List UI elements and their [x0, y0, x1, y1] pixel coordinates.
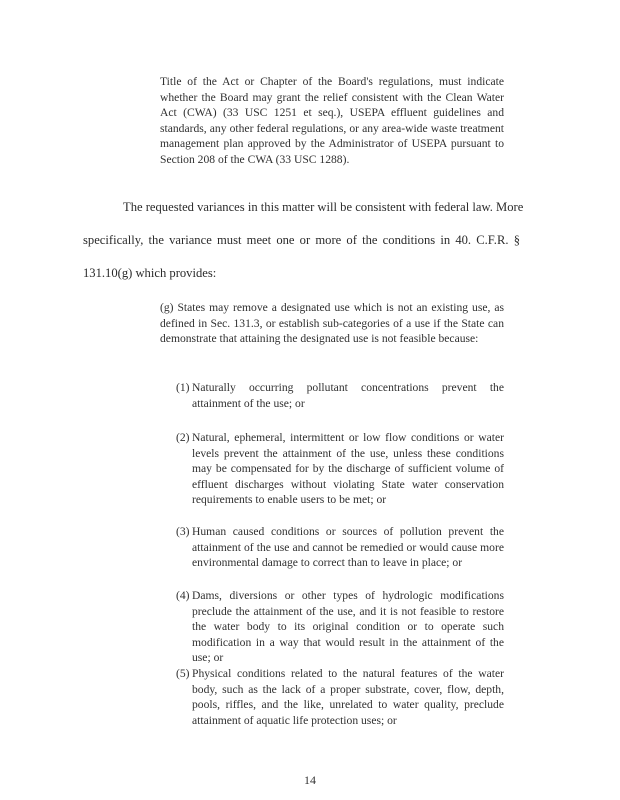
- condition-number: (3): [176, 525, 190, 538]
- condition-text: Human caused conditions or sources of pollution prevent the attainment of the use and cannot be remedied or would cause more environmental damage to correct than to leave in place; or: [192, 525, 504, 570]
- condition-item: [176, 524, 504, 571]
- regulation-quote-intro: (g) States may remove a designated use which is not an existing use, as defined in Sec. 131.3, or establish sub-categories of a use if the State can demonstrate that attaining the designated use is not feasible because:: [160, 301, 504, 346]
- body-paragraph-line-1: The requested variances in this matter will be consistent with federal law. More: [123, 200, 524, 214]
- condition-number: (1): [176, 381, 190, 394]
- condition-item: [176, 380, 504, 411]
- condition-number: (5): [176, 667, 190, 680]
- condition-number: (4): [176, 589, 190, 602]
- condition-item: [176, 588, 504, 666]
- condition-number: (2): [176, 431, 190, 444]
- page-number: 14: [304, 773, 316, 787]
- block-quote-intro: Title of the Act or Chapter of the Board's regulations, must indicate whether the Board may grant the relief consistent with the Clean Water Act (CWA) (33 USC 1251 et seq.), USEPA effluent guidelines and standards, any other federal regulations, or any area-wide waste treatment management plan approved by the Administrator of USEPA pursuant to Section 208 of the CWA (33 USC 1288).: [160, 75, 504, 166]
- body-paragraph-line-3: 131.10(g) which provides:: [83, 266, 217, 280]
- condition-text: Physical conditions related to the natural features of the water body, such as the lack of a proper substrate, cover, flow, depth, pools, riffles, and the like, unrelated to water quality, preclude attainment of aquatic life protection uses; or: [192, 667, 504, 727]
- condition-text: Dams, diversions or other types of hydrologic modifications preclude the attainment of the use, and it is not feasible to restore the water body to its original condition or to operate such modification in a way that would result in the attainment of the use; or: [192, 589, 504, 665]
- condition-item: [176, 430, 504, 508]
- body-paragraph-line-2: specifically, the variance must meet one or more of the conditions in 40. C.F.R. §: [83, 233, 520, 247]
- condition-text: Natural, ephemeral, intermittent or low flow conditions or water levels prevent the attainment of the use, unless these conditions may be compensated for by the discharge of sufficient volume of effluent discharges without violating State water conservation requirements to enable users to be met; or: [192, 431, 504, 507]
- condition-text: Naturally occurring pollutant concentrations prevent the attainment of the use; or: [192, 381, 504, 410]
- condition-item: [176, 666, 504, 728]
